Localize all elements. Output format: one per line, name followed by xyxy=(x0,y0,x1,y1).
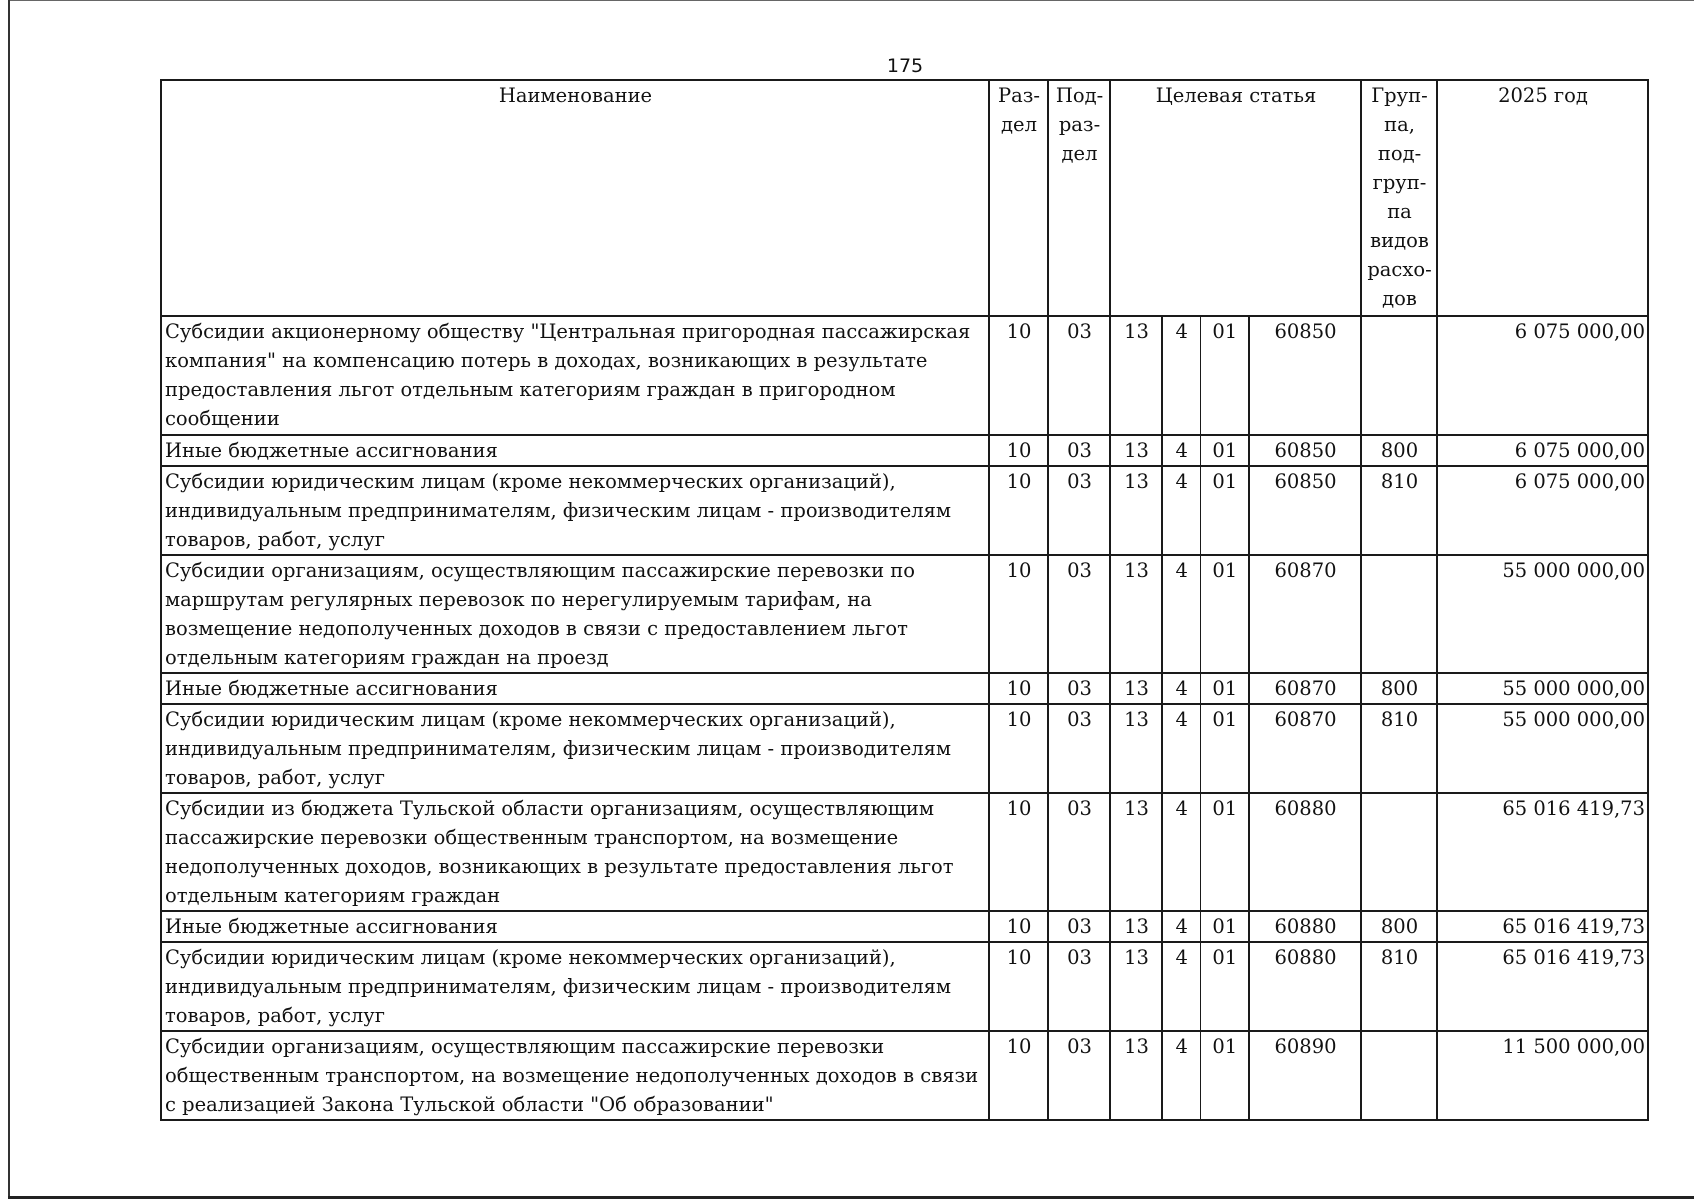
cell-razdel: 10 xyxy=(989,704,1048,793)
cell-target-direction: 60880 xyxy=(1249,942,1361,1031)
cell-expense-group: 800 xyxy=(1361,435,1437,466)
table-row xyxy=(161,911,1648,942)
header-expense-group: Груп- па, под- груп- па видов расхо- дов xyxy=(1361,80,1437,316)
cell-amount: 6 075 000,00 xyxy=(1437,435,1648,466)
cell-target-subprogram: 01 xyxy=(1200,466,1249,555)
cell-amount: 65 016 419,73 xyxy=(1437,793,1648,911)
cell-target-direction: 60850 xyxy=(1249,435,1361,466)
scan-edge-left xyxy=(8,0,10,1197)
cell-target-program: 13 xyxy=(1110,316,1162,435)
cell-amount: 6 075 000,00 xyxy=(1437,316,1648,435)
cell-target-direction: 60850 xyxy=(1249,466,1361,555)
cell-target-subprogram: 01 xyxy=(1200,911,1249,942)
cell-razdel: 10 xyxy=(989,316,1048,435)
cell-razdel: 10 xyxy=(989,435,1048,466)
cell-target-direction: 60870 xyxy=(1249,555,1361,673)
table-row xyxy=(161,466,1648,555)
cell-target-program: 13 xyxy=(1110,466,1162,555)
cell-podrazdel: 03 xyxy=(1048,1031,1110,1120)
cell-amount: 55 000 000,00 xyxy=(1437,704,1648,793)
cell-target-program: 13 xyxy=(1110,1031,1162,1120)
header-razdel: Раз- дел xyxy=(989,80,1048,316)
cell-podrazdel: 03 xyxy=(1048,435,1110,466)
cell-razdel: 10 xyxy=(989,911,1048,942)
cell-target-direction: 60870 xyxy=(1249,673,1361,704)
cell-razdel: 10 xyxy=(989,1031,1048,1120)
table-row xyxy=(161,316,1648,435)
cell-razdel: 10 xyxy=(989,793,1048,911)
header-year-2025: 2025 год xyxy=(1437,80,1648,316)
table-row xyxy=(161,673,1648,704)
cell-name: Субсидии организациям, осуществляющим пассажирские перевозки по маршрутам регулярных перевозок по нерегулируемым тарифам, на возмещение недополученных доходов в связи с предоставлением льгот отдельным категориям граждан на проезд xyxy=(161,555,989,673)
cell-podrazdel: 03 xyxy=(1048,673,1110,704)
cell-target-subprogram: 01 xyxy=(1200,316,1249,435)
cell-razdel: 10 xyxy=(989,942,1048,1031)
scan-edge-bottom xyxy=(8,1196,1694,1199)
cell-target-type: 4 xyxy=(1162,1031,1200,1120)
budget-table xyxy=(160,79,1649,1121)
cell-target-subprogram: 01 xyxy=(1200,793,1249,911)
cell-target-type: 4 xyxy=(1162,555,1200,673)
cell-target-type: 4 xyxy=(1162,435,1200,466)
cell-target-direction: 60870 xyxy=(1249,704,1361,793)
cell-name: Субсидии организациям, осуществляющим пассажирские перевозки общественным транспортом, на возмещение недополученных доходов в связи с реализацией Закона Тульской области "Об образовании" xyxy=(161,1031,989,1120)
cell-amount: 11 500 000,00 xyxy=(1437,1031,1648,1120)
cell-razdel: 10 xyxy=(989,466,1048,555)
cell-podrazdel: 03 xyxy=(1048,942,1110,1031)
cell-amount: 65 016 419,73 xyxy=(1437,911,1648,942)
header-row xyxy=(161,80,1648,316)
cell-target-program: 13 xyxy=(1110,911,1162,942)
cell-expense-group: 810 xyxy=(1361,942,1437,1031)
scan-edge-top xyxy=(8,0,1694,1)
cell-name: Иные бюджетные ассигнования xyxy=(161,673,989,704)
cell-target-type: 4 xyxy=(1162,911,1200,942)
header-target-article: Целевая статья xyxy=(1110,80,1361,316)
cell-podrazdel: 03 xyxy=(1048,704,1110,793)
cell-expense-group: 800 xyxy=(1361,911,1437,942)
cell-podrazdel: 03 xyxy=(1048,793,1110,911)
cell-target-subprogram: 01 xyxy=(1200,435,1249,466)
cell-target-subprogram: 01 xyxy=(1200,942,1249,1031)
table-row xyxy=(161,942,1648,1031)
cell-podrazdel: 03 xyxy=(1048,555,1110,673)
cell-target-type: 4 xyxy=(1162,316,1200,435)
table-row xyxy=(161,555,1648,673)
cell-razdel: 10 xyxy=(989,673,1048,704)
cell-podrazdel: 03 xyxy=(1048,316,1110,435)
cell-name: Субсидии акционерному обществу "Центральная пригородная пассажирская компания" на компенсацию потерь в доходах, возникающих в результате предоставления льгот отдельным категориям граждан в пригородном сообщении xyxy=(161,316,989,435)
cell-amount: 55 000 000,00 xyxy=(1437,555,1648,673)
cell-expense-group: 810 xyxy=(1361,704,1437,793)
cell-name: Субсидии из бюджета Тульской области организациям, осуществляющим пассажирские перевозки общественным транспортом, на возмещение недополученных доходов, возникающих в результате предоставления льгот отдельным категориям граждан xyxy=(161,793,989,911)
cell-expense-group xyxy=(1361,555,1437,673)
table-body xyxy=(161,316,1648,1120)
header-podrazdel: Под- раз- дел xyxy=(1048,80,1110,316)
cell-expense-group: 800 xyxy=(1361,673,1437,704)
cell-target-type: 4 xyxy=(1162,793,1200,911)
cell-target-program: 13 xyxy=(1110,673,1162,704)
cell-target-subprogram: 01 xyxy=(1200,555,1249,673)
cell-expense-group: 810 xyxy=(1361,466,1437,555)
cell-target-program: 13 xyxy=(1110,435,1162,466)
cell-target-subprogram: 01 xyxy=(1200,1031,1249,1120)
cell-target-subprogram: 01 xyxy=(1200,673,1249,704)
cell-target-direction: 60880 xyxy=(1249,793,1361,911)
cell-expense-group xyxy=(1361,1031,1437,1120)
cell-target-program: 13 xyxy=(1110,793,1162,911)
cell-name: Иные бюджетные ассигнования xyxy=(161,435,989,466)
cell-target-program: 13 xyxy=(1110,942,1162,1031)
cell-razdel: 10 xyxy=(989,555,1048,673)
cell-name: Субсидии юридическим лицам (кроме некоммерческих организаций), индивидуальным предпринимателям, физическим лицам - производителям товаров, работ, услуг xyxy=(161,466,989,555)
cell-expense-group xyxy=(1361,316,1437,435)
cell-target-type: 4 xyxy=(1162,466,1200,555)
table-row xyxy=(161,793,1648,911)
cell-target-direction: 60880 xyxy=(1249,911,1361,942)
cell-expense-group xyxy=(1361,793,1437,911)
cell-target-type: 4 xyxy=(1162,942,1200,1031)
cell-target-program: 13 xyxy=(1110,704,1162,793)
table-row xyxy=(161,704,1648,793)
page-number: 175 xyxy=(886,55,924,77)
cell-target-direction: 60890 xyxy=(1249,1031,1361,1120)
table-row xyxy=(161,1031,1648,1120)
cell-name: Иные бюджетные ассигнования xyxy=(161,911,989,942)
cell-target-subprogram: 01 xyxy=(1200,704,1249,793)
cell-amount: 55 000 000,00 xyxy=(1437,673,1648,704)
cell-target-type: 4 xyxy=(1162,704,1200,793)
cell-target-type: 4 xyxy=(1162,673,1200,704)
cell-podrazdel: 03 xyxy=(1048,911,1110,942)
cell-name: Субсидии юридическим лицам (кроме некоммерческих организаций), индивидуальным предпринимателям, физическим лицам - производителям товаров, работ, услуг xyxy=(161,942,989,1031)
cell-amount: 65 016 419,73 xyxy=(1437,942,1648,1031)
cell-target-program: 13 xyxy=(1110,555,1162,673)
header-name: Наименование xyxy=(161,80,989,316)
cell-amount: 6 075 000,00 xyxy=(1437,466,1648,555)
cell-target-direction: 60850 xyxy=(1249,316,1361,435)
cell-podrazdel: 03 xyxy=(1048,466,1110,555)
table-row xyxy=(161,435,1648,466)
cell-name: Субсидии юридическим лицам (кроме некоммерческих организаций), индивидуальным предпринимателям, физическим лицам - производителям товаров, работ, услуг xyxy=(161,704,989,793)
